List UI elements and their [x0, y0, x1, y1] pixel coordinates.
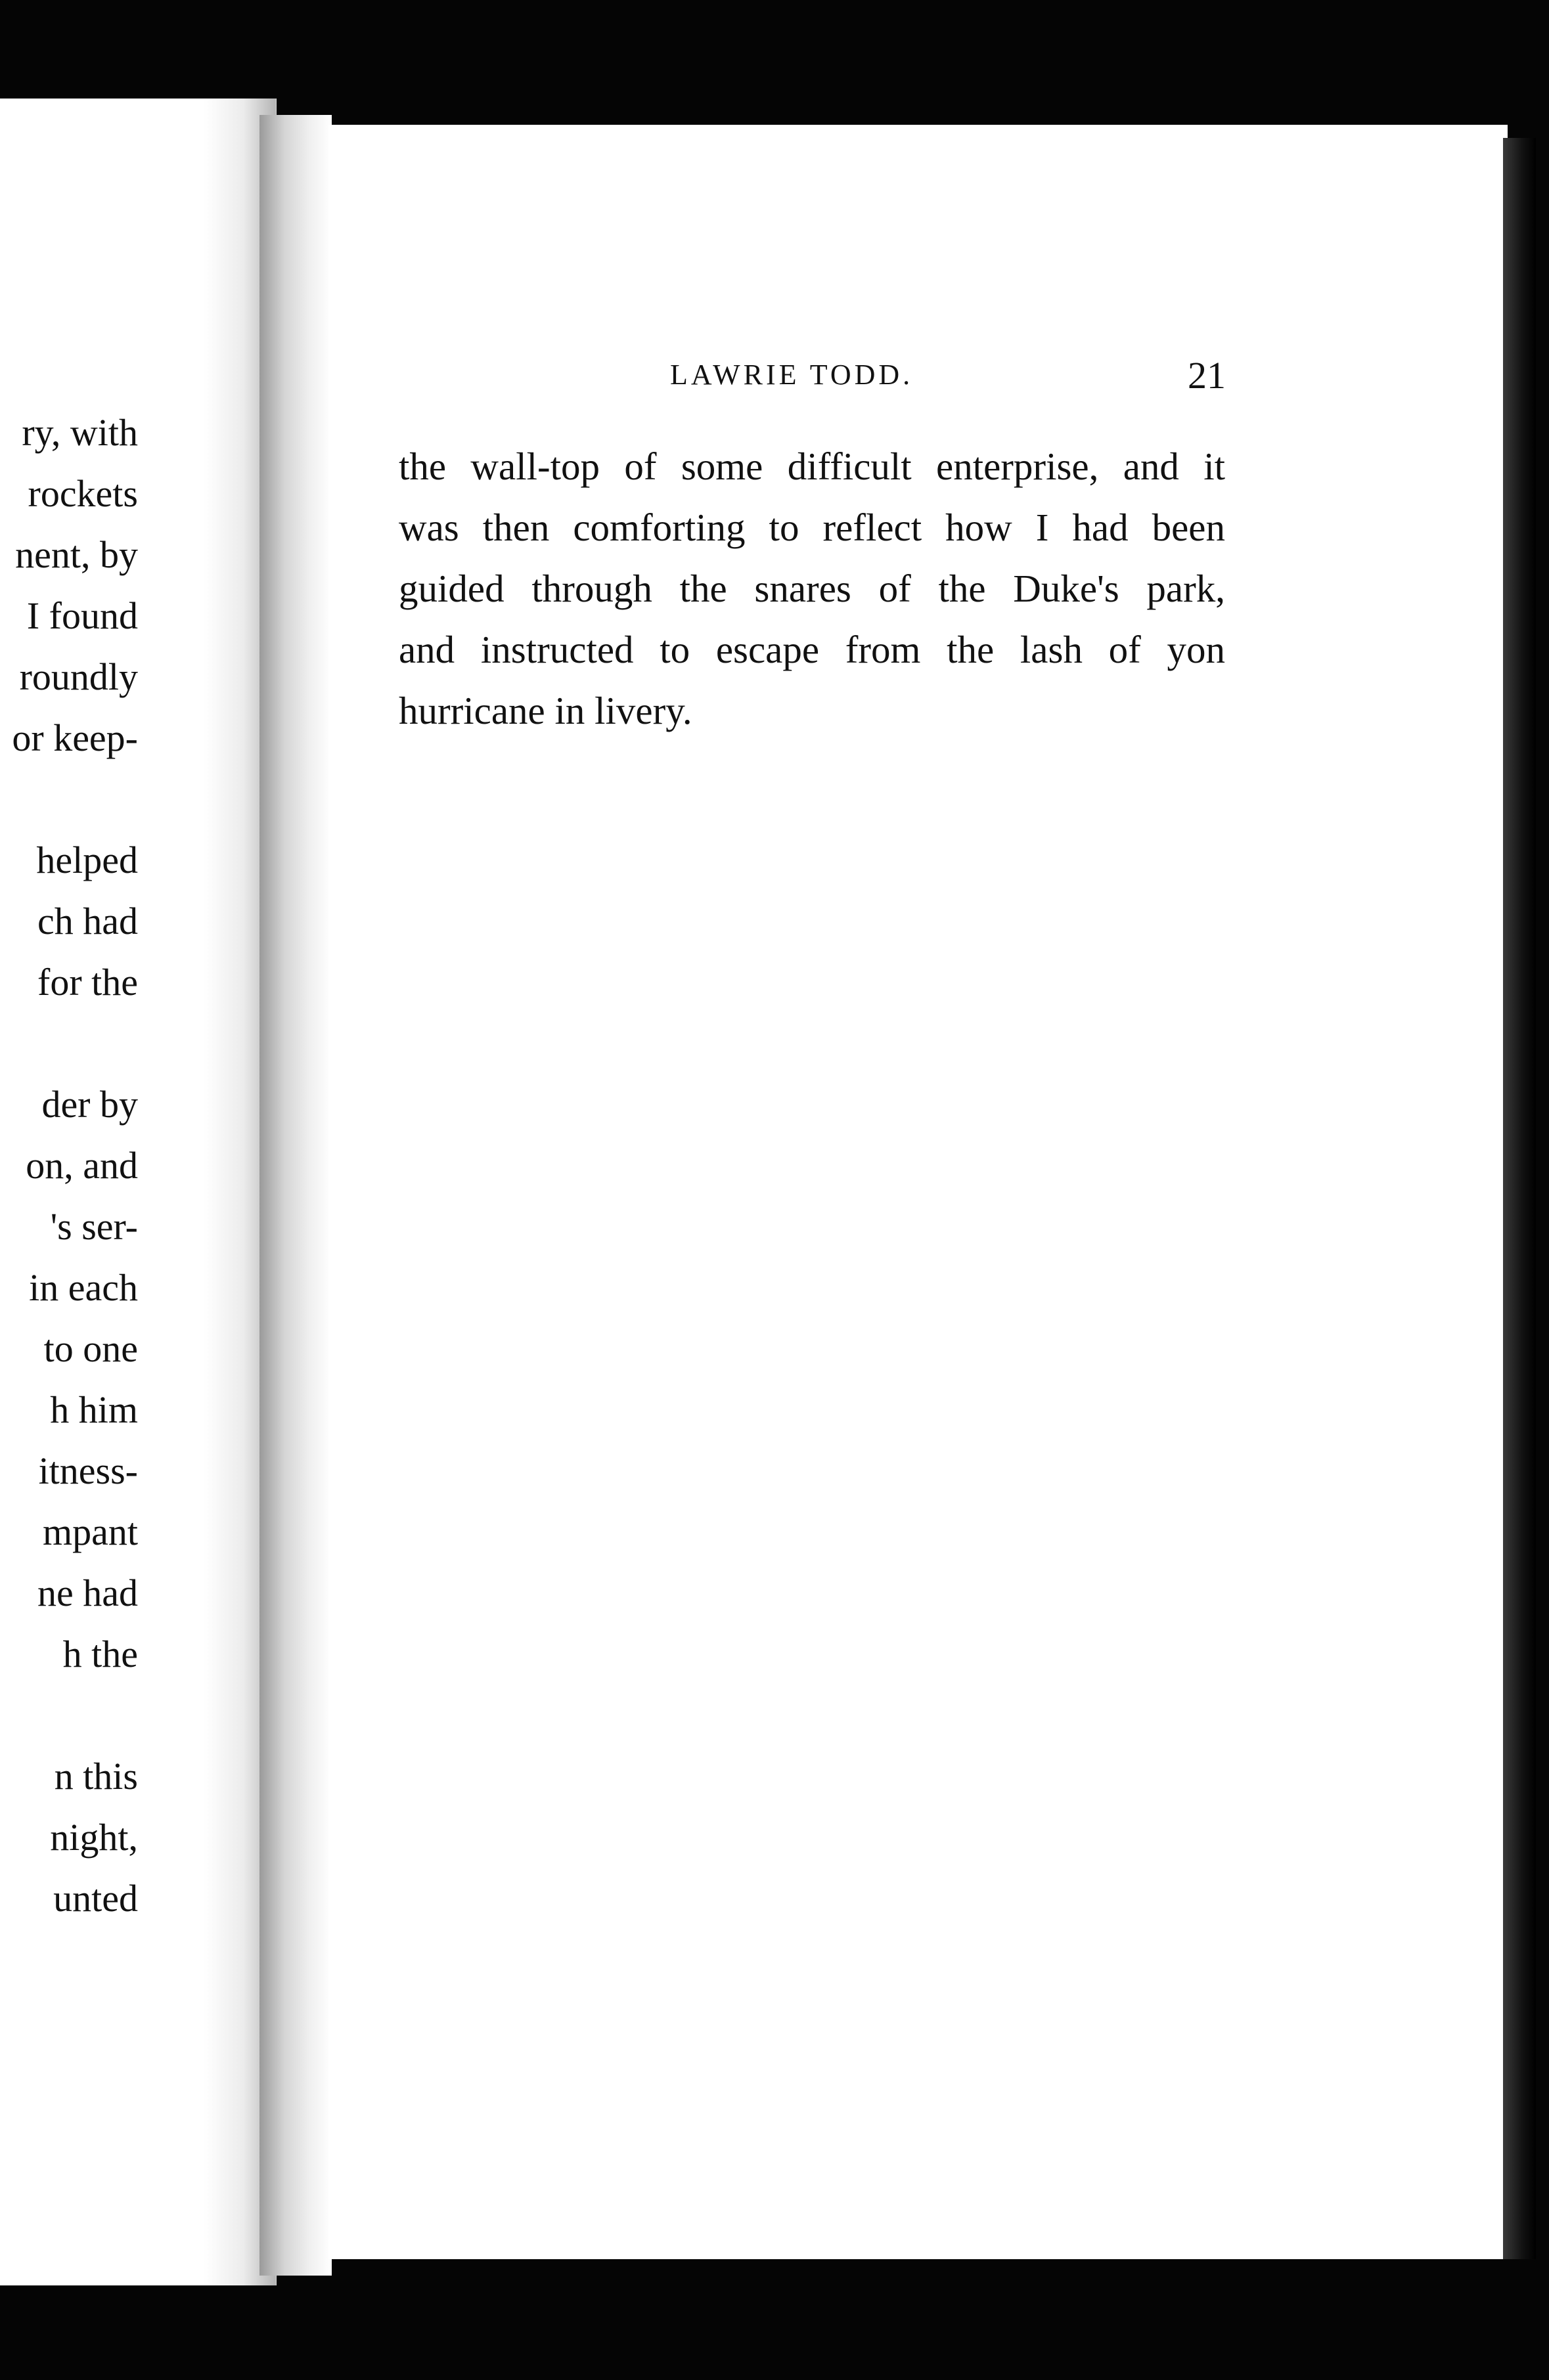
text-line: the wall-top of some difficult enterprise, and it	[399, 445, 1225, 488]
previous-page-text	[0, 402, 138, 1929]
text-line: on, and	[26, 1144, 138, 1187]
text-line: guided through the snares of the Duke's park,	[399, 567, 1225, 610]
text-line: in each	[29, 1266, 138, 1309]
text-line: itness-	[38, 1449, 138, 1492]
text-line: 's ser-	[50, 1205, 138, 1248]
text-line: h him	[50, 1388, 138, 1431]
page-edge	[1503, 138, 1536, 2259]
text-line: was then comforting to reflect how I had been	[399, 506, 1225, 549]
text-line: der by	[41, 1083, 138, 1126]
text-line: hurricane in livery.	[399, 689, 692, 732]
text-line: for the	[37, 961, 138, 1003]
text-line: roundly	[19, 655, 138, 698]
book-gutter	[259, 115, 332, 2276]
text-line: ch had	[37, 900, 138, 942]
text-line: h the	[62, 1633, 138, 1675]
page-number: 21	[1188, 354, 1226, 397]
text-line: or keep-	[12, 716, 138, 759]
text-line: unted	[53, 1877, 138, 1920]
text-line: nent, by	[15, 533, 138, 576]
text-line: mpant	[43, 1510, 138, 1553]
page-body	[399, 436, 1225, 741]
paragraph-gap	[0, 1013, 138, 1074]
paragraph-gap	[0, 768, 138, 829]
text-line: n this	[54, 1755, 138, 1797]
text-line: I found	[26, 594, 138, 637]
text-line: night,	[50, 1816, 138, 1859]
running-head: LAWRIE TODD.	[670, 359, 914, 391]
paragraph-gap	[0, 1685, 138, 1746]
text-line: helped	[36, 839, 138, 881]
text-line: ry, with	[22, 411, 138, 454]
text-line: to one	[43, 1327, 138, 1370]
text-line: and instructed to escape from the lash of yon	[399, 628, 1225, 671]
text-line: ne had	[37, 1572, 138, 1614]
text-line: rockets	[28, 472, 138, 515]
